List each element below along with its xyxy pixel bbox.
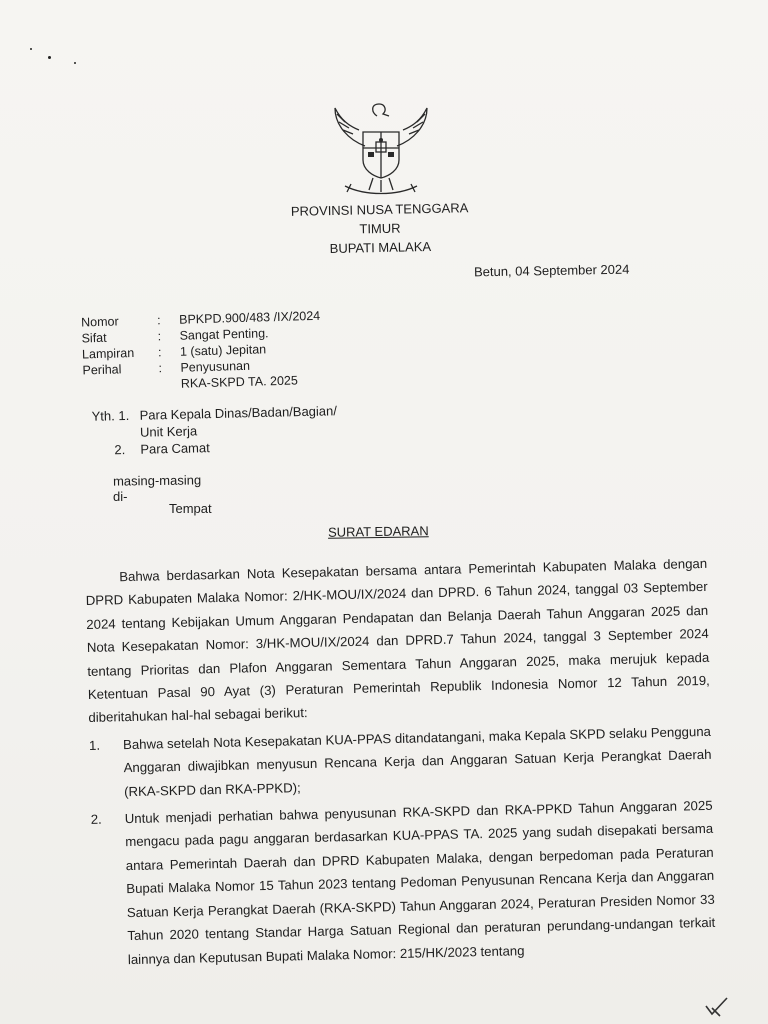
meta-label: Lampiran bbox=[81, 345, 135, 362]
meta-value: BPKPD.900/483 /IX/2024 bbox=[178, 308, 321, 327]
list-text: Bahwa setelah Nota Kesepakatan KUA-PPAS ditandatangani, maka Kepala SKPD selaku Pengguna Anggaran diwajibkan menyusun Rencana Kerja dan Anggaran Satuan Kerja Perangkat Daerah (RKA-SKPD dan RKA-PPKD); bbox=[122, 723, 712, 799]
list-item bbox=[89, 720, 712, 804]
speck bbox=[48, 56, 51, 59]
date-line: Betun, 04 September 2024 bbox=[473, 261, 630, 280]
recipient-number: 2. bbox=[114, 442, 126, 458]
speck bbox=[30, 48, 32, 50]
meta-colon: : bbox=[158, 361, 163, 376]
meta-colon: : bbox=[157, 329, 162, 344]
meta-label: Nomor bbox=[80, 314, 119, 330]
meta-colon: : bbox=[156, 313, 161, 328]
list-number: 2. bbox=[90, 811, 102, 827]
meta-value: RKA-SKPD TA. 2025 bbox=[180, 373, 299, 391]
recipients bbox=[91, 402, 337, 459]
letter-body bbox=[85, 552, 716, 972]
meta-colon: : bbox=[157, 345, 162, 360]
intro-paragraph: Bahwa berdasarkan Nota Kesepakatan bersama antara Pemerintah Kabupaten Malaka dengan DPRD Kabupaten Malaka Nomor: 2/HK-MOU/IX/2024 dan DPRD. 6 Tahun 2024, tanggal 03 September 2024 tentang Kebijakan Umum Anggaran Pendapatan dan Belanja Daerah Tahun Anggaran 2025 dan Nota Kesepakatan Nomor: 3/HK-MOU/IX/2024 dan DPRD.7 Tahun 2024, tanggal 3 September 2024 tentang Prioritas dan Plafon Anggaran Sementara Tahun Anggaran 2025, maka merujuk kepada Ketentuan Pasal 90 Ayat (3) Peraturan Pemerintah Republik Indonesia Nomor 12 Tahun 2019, diberitahukan hal-hal sebagai berikut: bbox=[85, 555, 710, 726]
meta-label: Sifat bbox=[81, 330, 107, 346]
letterhead bbox=[269, 198, 490, 260]
masing-masing: masing-masing bbox=[112, 472, 202, 489]
official-title: BUPATI MALAKA bbox=[329, 238, 432, 257]
speck bbox=[74, 62, 76, 64]
meta-value: Penyusunan bbox=[180, 358, 251, 375]
province-name: PROVINSI NUSA TENGGARA TIMUR bbox=[290, 200, 469, 237]
recipient-number: Yth. 1. bbox=[91, 407, 130, 424]
di-label: di- bbox=[113, 489, 128, 504]
meta-label: Perihal bbox=[82, 362, 122, 378]
document-title: SURAT EDARAN bbox=[327, 523, 429, 540]
recipient-1-cont: Unit Kerja bbox=[139, 423, 198, 440]
list-number: 1. bbox=[88, 737, 101, 753]
tempat-label: Tempat bbox=[169, 501, 212, 516]
garuda-emblem-icon bbox=[325, 96, 437, 200]
letter-meta bbox=[81, 306, 401, 395]
meta-value: Sangat Penting. bbox=[179, 326, 269, 343]
list-text: Untuk menjadi perhatian bahwa penyusunan RKA-SKPD dan RKA-PPKD Tahun Anggaran 2025 mengacu pada pagu anggaran berdasarkan KUA-PPAS TA. 2025 yang sudah disepakati bersama antara Pemerintah Daerah dan DPRD Kabupaten Malaka, dengan berpedoman pada Peraturan Bupati Malaka Nomor 15 Tahun 2023 tentang Pedoman Penyusunan Rencana Kerja dan Anggaran Satuan Kerja Perangkat Daerah (RKA-SKPD) Tahun Anggaran 2024, Peraturan Presiden Nomor 33 Tahun 2020 tentang Standar Harga Satuan Regional dan peraturan perundang-undangan terkait lainnya dan Keputusan Bupati Malaka Nomor: 215/HK/2023 tentang bbox=[124, 797, 716, 967]
list-item bbox=[90, 794, 716, 972]
meta-value: 1 (satu) Jepitan bbox=[179, 342, 267, 359]
recipient-2: Para Camat bbox=[140, 440, 210, 457]
initial-mark-icon bbox=[703, 994, 729, 1018]
recipient-1: Para Kepala Dinas/Badan/Bagian/ bbox=[139, 403, 338, 423]
